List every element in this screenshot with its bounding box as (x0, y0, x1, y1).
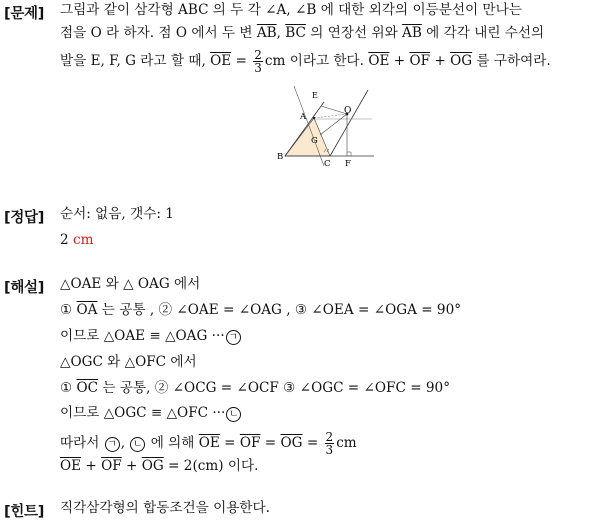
segment-ab: $\overline{AB}$ (402, 25, 422, 41)
segment-oc: $\overline{OC}$ (76, 380, 99, 396)
plus: + (121, 458, 142, 474)
solution-text: 에 의해 (146, 435, 199, 451)
solution-text: 따라서 (60, 435, 104, 451)
triangle-figure (272, 86, 382, 168)
equals: = (219, 435, 240, 451)
solution-line-1: △OAE 와 △ OAG 에서 (60, 276, 201, 292)
plus: + (81, 458, 102, 474)
problem-text: 에 각각 내린 수선의 (421, 25, 545, 41)
triangle-abc-fill (285, 118, 330, 156)
right-angle-mark-f (347, 152, 351, 156)
problem-line-3 (60, 49, 551, 74)
solution-text: ① (60, 380, 77, 396)
segment-og: $\overline{OG}$ (141, 458, 164, 474)
label-o: O (344, 106, 352, 116)
circled-mark-1: ㄱ (105, 437, 120, 452)
point-a (313, 117, 315, 119)
label-b: B (277, 152, 284, 162)
fraction-numerator: 2 (325, 430, 334, 444)
label-a: A (300, 112, 307, 122)
problem-label: [문제] (4, 6, 45, 22)
answer-line-1: 순서: 없음, 갯수: 1 (60, 206, 174, 222)
hint-line: 직각삼각형의 합동조건을 이용한다. (60, 500, 270, 516)
segment-of: $\overline{OF}$ (239, 435, 261, 451)
circled-mark-2: ㄴ (130, 437, 145, 452)
equals: = (260, 435, 281, 451)
fraction-denominator: 3 (325, 443, 334, 457)
solution-text: 는 공통, ② ∠OCG = ∠OCF ③ ∠OGC = ∠OFC = 90° (98, 380, 451, 396)
label-e: E (312, 91, 318, 100)
segment-oa: $\overline{OA}$ (76, 302, 98, 318)
fraction-two-thirds (325, 431, 335, 456)
answer-line-2 (60, 232, 94, 248)
circled-mark-2: ㄴ (226, 407, 241, 422)
segment-oe: $\overline{OE}$ (368, 53, 390, 69)
separator: , (276, 25, 286, 41)
answer-unit: cm (72, 232, 94, 248)
problem-text: 점을 O 라 하자. 점 O 에서 두 변 (60, 25, 257, 41)
problem-line-1: 그림과 같이 삼각형 ABC 의 두 각 ∠A, ∠B 에 대한 외각의 이등분선이 만나는 (60, 2, 522, 18)
plus: + (430, 53, 451, 69)
label-g: G (311, 136, 318, 146)
solution-line-5 (60, 380, 450, 396)
solution-text: ① (60, 302, 77, 318)
solution-line-3 (60, 328, 242, 345)
segment-of: $\overline{OF}$ (409, 53, 431, 69)
segment-og: $\overline{OG}$ (280, 435, 303, 451)
segment-bc: $\overline{BC}$ (285, 25, 306, 41)
solution-line-6 (60, 405, 242, 422)
solution-text: = 2(cm) 이다. (163, 458, 259, 474)
hint-label: [힌트] (4, 504, 45, 520)
problem-text: 를 구하여라. (472, 53, 551, 69)
segment-oe: $\overline{OE}$ (198, 435, 220, 451)
answer-value: 2 (60, 232, 73, 248)
solution-text: 는 공통 , ② ∠OAE = ∠OAG , ③ ∠OEA = ∠OGA = 90° (97, 302, 462, 318)
label-f: F (345, 159, 351, 168)
solution-line-4: △OGC 와 △OFC 에서 (60, 354, 197, 370)
solution-line-2 (60, 302, 461, 318)
circled-mark-1: ㄱ (226, 330, 241, 345)
segment-og: $\overline{OG}$ (450, 53, 473, 69)
fraction-denominator: 3 (254, 61, 262, 75)
plus: + (389, 53, 410, 69)
equals: = (231, 53, 252, 69)
problem-line-2 (60, 25, 544, 41)
solution-text: 이므로 △OGC ≡ △OFC ··· (60, 405, 226, 421)
answer-label: [정답] (4, 210, 45, 226)
segment-of: $\overline{OF}$ (101, 458, 122, 474)
label-c: C (324, 159, 331, 168)
solution-unit: cm (336, 435, 357, 451)
segment-oe: $\overline{OE}$ (210, 53, 232, 69)
solution-line-7 (60, 431, 357, 456)
solution-line-8 (60, 458, 258, 474)
segment-og-line (320, 114, 347, 135)
equals: = (302, 435, 323, 451)
solution-text: 이므로 △OAE ≡ △OAG ··· (60, 328, 225, 344)
fraction-two-thirds (253, 49, 263, 74)
problem-text: 발을 E, F, G 라고 할 때, (60, 53, 211, 69)
problem-text: 의 연장선 위와 (305, 25, 403, 41)
segment-ao-line (314, 114, 347, 118)
problem-text: cm 이라고 한다. (264, 53, 369, 69)
solution-label: [해설] (4, 280, 45, 296)
fraction-numerator: 2 (254, 48, 262, 62)
separator: , (120, 435, 130, 451)
segment-ab: $\overline{AB}$ (256, 25, 277, 41)
segment-oe: $\overline{OE}$ (60, 458, 82, 474)
